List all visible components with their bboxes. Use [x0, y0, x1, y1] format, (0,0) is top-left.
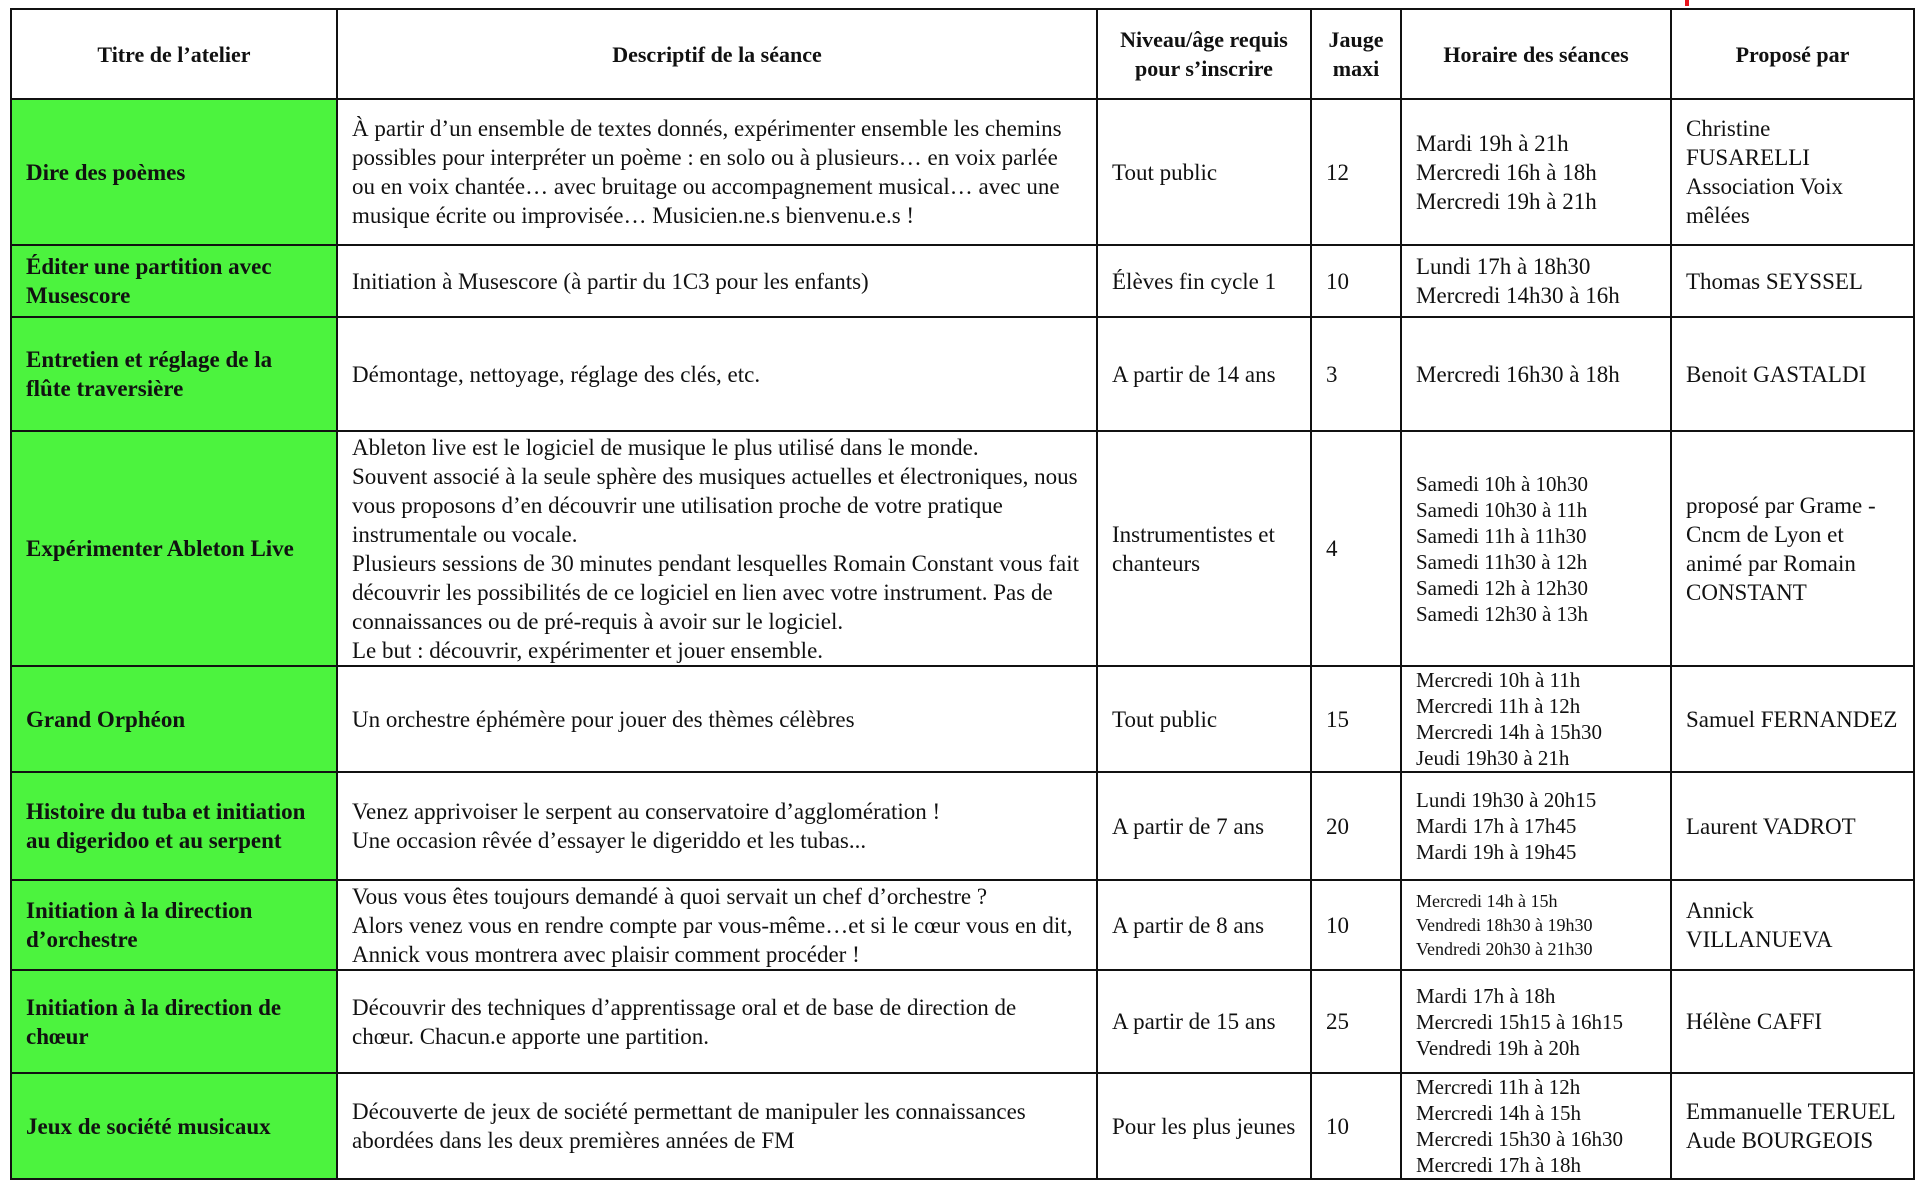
header-description: Descriptif de la séance — [337, 9, 1097, 99]
workshop-capacity: 12 — [1311, 99, 1401, 245]
workshop-capacity: 10 — [1311, 1073, 1401, 1179]
workshop-description: Découverte de jeux de société permettant de manipuler les connaissances abordées dans les deux premières années de FM — [337, 1073, 1097, 1179]
workshop-level: Pour les plus jeunes — [1097, 1073, 1311, 1179]
workshop-schedule — [1401, 1073, 1671, 1179]
workshop-description: Un orchestre éphémère pour jouer des thèmes célèbres — [337, 666, 1097, 772]
workshop-proposer: Benoit GASTALDI — [1671, 317, 1914, 431]
table-row — [11, 970, 1914, 1073]
workshop-level: Tout public — [1097, 666, 1311, 772]
workshop-proposer: Thomas SEYSSEL — [1671, 245, 1914, 317]
schedule-line: Samedi 12h à 12h30 — [1416, 575, 1589, 600]
workshop-proposer: proposé par Grame - Cncm de Lyon et animé par Romain CONSTANT — [1671, 431, 1914, 666]
table-row — [11, 99, 1914, 245]
schedule-line: Mercredi 17h à 18h — [1416, 1153, 1582, 1177]
red-edge-mark — [1685, 0, 1689, 6]
workshop-schedule — [1401, 772, 1671, 880]
workshop-proposer: Emmanuelle TERUEL Aude BOURGEOIS — [1671, 1073, 1914, 1179]
workshop-proposer: Hélène CAFFI — [1671, 970, 1914, 1073]
workshop-capacity: 10 — [1311, 880, 1401, 970]
schedule-line: Mercredi 10h à 11h — [1416, 668, 1581, 692]
header-level: Niveau/âge requis pour s’inscrire — [1097, 9, 1311, 99]
table-row — [11, 431, 1914, 666]
header-row — [11, 9, 1914, 99]
schedule-line: Samedi 10h à 10h30 — [1416, 471, 1589, 496]
workshop-capacity: 25 — [1311, 970, 1401, 1073]
workshop-level: Instrumentistes et chanteurs — [1097, 431, 1311, 666]
workshop-description: Initiation à Musescore (à partir du 1C3 pour les enfants) — [337, 245, 1097, 317]
workshop-schedule — [1401, 970, 1671, 1073]
workshop-level: A partir de 8 ans — [1097, 880, 1311, 970]
workshops-table — [10, 8, 1915, 1180]
table-row — [11, 1073, 1914, 1179]
schedule-line: Vendredi 20h30 à 21h30 — [1416, 939, 1593, 959]
workshop-level: A partir de 15 ans — [1097, 970, 1311, 1073]
table-row — [11, 245, 1914, 317]
header-proposer: Proposé par — [1671, 9, 1914, 99]
schedule-line: Mercredi 15h15 à 16h15 — [1416, 1009, 1624, 1034]
workshop-title: Éditer une partition avec Musescore — [11, 245, 337, 317]
schedule-line: Mardi 17h à 17h45 — [1416, 814, 1577, 838]
schedule-line: Samedi 11h à 11h30 — [1416, 523, 1587, 548]
schedule-line: Mardi 19h à 19h45 — [1416, 840, 1577, 864]
workshop-description: Vous vous êtes toujours demandé à quoi servait un chef d’orchestre ? Alors venez vous en rendre compte par vous-même…et si le cœur vous en dit, Annick vous montrera avec plaisir comment procéder ! — [337, 880, 1097, 970]
schedule-line: Vendredi 18h30 à 19h30 — [1416, 915, 1593, 935]
schedule-line: Samedi 11h30 à 12h — [1416, 549, 1588, 574]
workshop-capacity: 3 — [1311, 317, 1401, 431]
table-row — [11, 317, 1914, 431]
workshop-description: Venez apprivoiser le serpent au conservatoire d’agglomération ! Une occasion rêvée d’essayer le digeriddo et les tubas... — [337, 772, 1097, 880]
schedule-line: Vendredi 19h à 20h — [1416, 1035, 1580, 1060]
workshop-level: Élèves fin cycle 1 — [1097, 245, 1311, 317]
workshop-description: À partir d’un ensemble de textes donnés, expérimenter ensemble les chemins possibles pour interpréter un poème : en solo ou à plusieurs… en voix parlée ou en voix chantée… avec bruitage ou accompagnement musical… avec une musique écrite ou improvisée… Musicien.ne.s bienvenu.e.s ! — [337, 99, 1097, 245]
header-title: Titre de l’atelier — [11, 9, 337, 99]
workshop-proposer: Annick VILLANUEVA — [1671, 880, 1914, 970]
schedule-line: Lundi 17h à 18h30 — [1416, 254, 1591, 279]
schedule-line: Mercredi 16h30 à 18h — [1416, 361, 1620, 387]
workshop-title: Expérimenter Ableton Live — [11, 431, 337, 666]
table-row — [11, 880, 1914, 970]
schedule-line: Mercredi 11h à 12h — [1416, 694, 1581, 718]
schedule-line: Mercredi 19h à 21h — [1416, 188, 1597, 214]
schedule-line: Mardi 17h à 18h — [1416, 983, 1556, 1008]
workshop-capacity: 20 — [1311, 772, 1401, 880]
schedule-line: Mercredi 14h30 à 16h — [1416, 283, 1620, 308]
workshop-schedule — [1401, 245, 1671, 317]
workshop-title: Dire des poèmes — [11, 99, 337, 245]
schedule-line: Mercredi 11h à 12h — [1416, 1075, 1581, 1099]
schedule-line: Samedi 10h30 à 11h — [1416, 497, 1588, 522]
workshop-proposer: Samuel FERNANDEZ — [1671, 666, 1914, 772]
workshop-title: Entretien et réglage de la flûte traversière — [11, 317, 337, 431]
header-schedule: Horaire des séances — [1401, 9, 1671, 99]
workshop-schedule — [1401, 99, 1671, 245]
workshop-schedule — [1401, 880, 1671, 970]
schedule-line: Jeudi 19h30 à 21h — [1416, 746, 1570, 770]
workshop-schedule — [1401, 317, 1671, 431]
workshop-title: Grand Orphéon — [11, 666, 337, 772]
schedule-line: Mercredi 14h à 15h — [1416, 1101, 1582, 1125]
workshop-description: Ableton live est le logiciel de musique le plus utilisé dans le monde. Souvent associé à la seule sphère des musiques actuelles et électroniques, nous vous proposons d’en découvrir une utilisation proche de votre pratique instrumentale ou vocale. Plusieurs sessions de 30 minutes pendant lesquelles Romain Constant vous fait découvrir les possibilités de ce logiciel en lien avec votre instrument. Pas de connaissances ou de pré-requis à avoir sur le logiciel. Le but : découvrir, expérimenter et jouer ensemble. — [337, 431, 1097, 666]
schedule-line: Mercredi 16h à 18h — [1416, 159, 1597, 185]
schedule-line: Mercredi 14h à 15h — [1416, 891, 1558, 911]
workshop-level: Tout public — [1097, 99, 1311, 245]
workshop-description: Découvrir des techniques d’apprentissage oral et de base de direction de chœur. Chacun.e apporte une partition. — [337, 970, 1097, 1073]
table-row — [11, 666, 1914, 772]
workshop-proposer: Christine FUSARELLI Association Voix mêlées — [1671, 99, 1914, 245]
workshop-title: Jeux de société musicaux — [11, 1073, 337, 1179]
workshop-capacity: 15 — [1311, 666, 1401, 772]
workshop-schedule — [1401, 431, 1671, 666]
schedule-line: Mercredi 14h à 15h30 — [1416, 720, 1603, 744]
schedule-line: Mardi 19h à 21h — [1416, 130, 1569, 156]
workshop-description: Démontage, nettoyage, réglage des clés, etc. — [337, 317, 1097, 431]
workshop-title: Initiation à la direction de chœur — [11, 970, 337, 1073]
workshop-schedule — [1401, 666, 1671, 772]
header-capacity: Jauge maxi — [1311, 9, 1401, 99]
workshop-level: A partir de 7 ans — [1097, 772, 1311, 880]
workshop-capacity: 10 — [1311, 245, 1401, 317]
workshop-title: Histoire du tuba et initiation au digeridoo et au serpent — [11, 772, 337, 880]
workshop-capacity: 4 — [1311, 431, 1401, 666]
schedule-line: Samedi 12h30 à 13h — [1416, 601, 1589, 626]
table-row — [11, 772, 1914, 880]
workshop-level: A partir de 14 ans — [1097, 317, 1311, 431]
workshop-title: Initiation à la direction d’orchestre — [11, 880, 337, 970]
schedule-line: Lundi 19h30 à 20h15 — [1416, 788, 1597, 812]
workshop-proposer: Laurent VADROT — [1671, 772, 1914, 880]
schedule-line: Mercredi 15h30 à 16h30 — [1416, 1127, 1624, 1151]
